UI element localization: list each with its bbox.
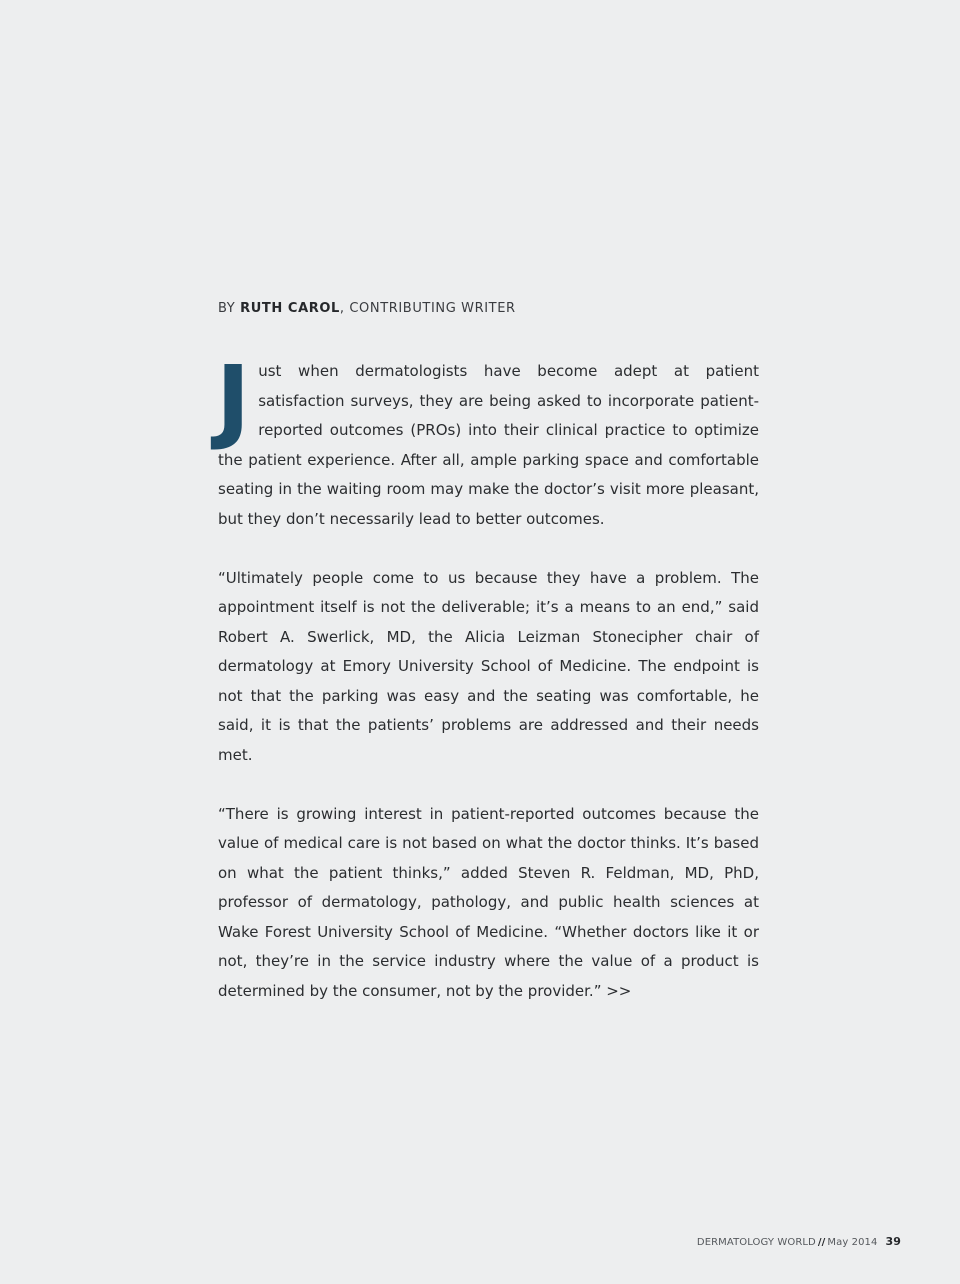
byline-prefix: BY <box>218 301 241 316</box>
article-paragraph-3: “There is growing interest in patient-reported outcomes because the value of medical care is not based on what the doctor thinks. It’s based on what the patient thinks,” added Steven R. Feldman, MD, PhD, professor of dermatology, pathology, and public health sciences at Wake Forest University School of Medicine. “Whether doctors like it or not, they’re in the service industry where the value of a product is determined by the consumer, not by the provider.” >> <box>218 804 759 1000</box>
drop-cap: J <box>216 346 251 453</box>
byline-role: , CONTRIBUTING WRITER <box>339 301 516 316</box>
page-number: 39 <box>885 1235 901 1248</box>
footer-publication: DERMATOLOGY WORLD <box>696 1237 816 1248</box>
footer-separator: // <box>817 1237 826 1248</box>
footer-issue: May 2014 <box>827 1237 878 1248</box>
byline-author: RUTH CAROL <box>240 301 340 316</box>
article-body <box>216 346 759 1036</box>
page-footer <box>697 1235 901 1248</box>
article-paragraph-2: “Ultimately people come to us because they have a problem. The appointment itself is not the deliverable; it’s a means to an end,” said Robert A. Swerlick, MD, the Alicia Leizman Stonecipher chair of dermatology at Emory University School of Medicine. The endpoint is not that the parking was easy and the seating was comfortable, he said, it is that the patients’ problems are addressed and their needs met. <box>218 568 759 764</box>
paragraph-1-text: ust when dermatologists have become adept at patient satisfaction surveys, they are being asked to incorporate patient-reported outcomes (PROs) into their clinical practice to optimize the patient experience. After all, ample parking space and comfortable seating in the waiting room may make the doctor’s visit more pleasant, but they don’t necessarily lead to better outcomes. <box>218 362 759 528</box>
byline <box>218 301 516 316</box>
article-paragraph-1 <box>216 346 759 534</box>
